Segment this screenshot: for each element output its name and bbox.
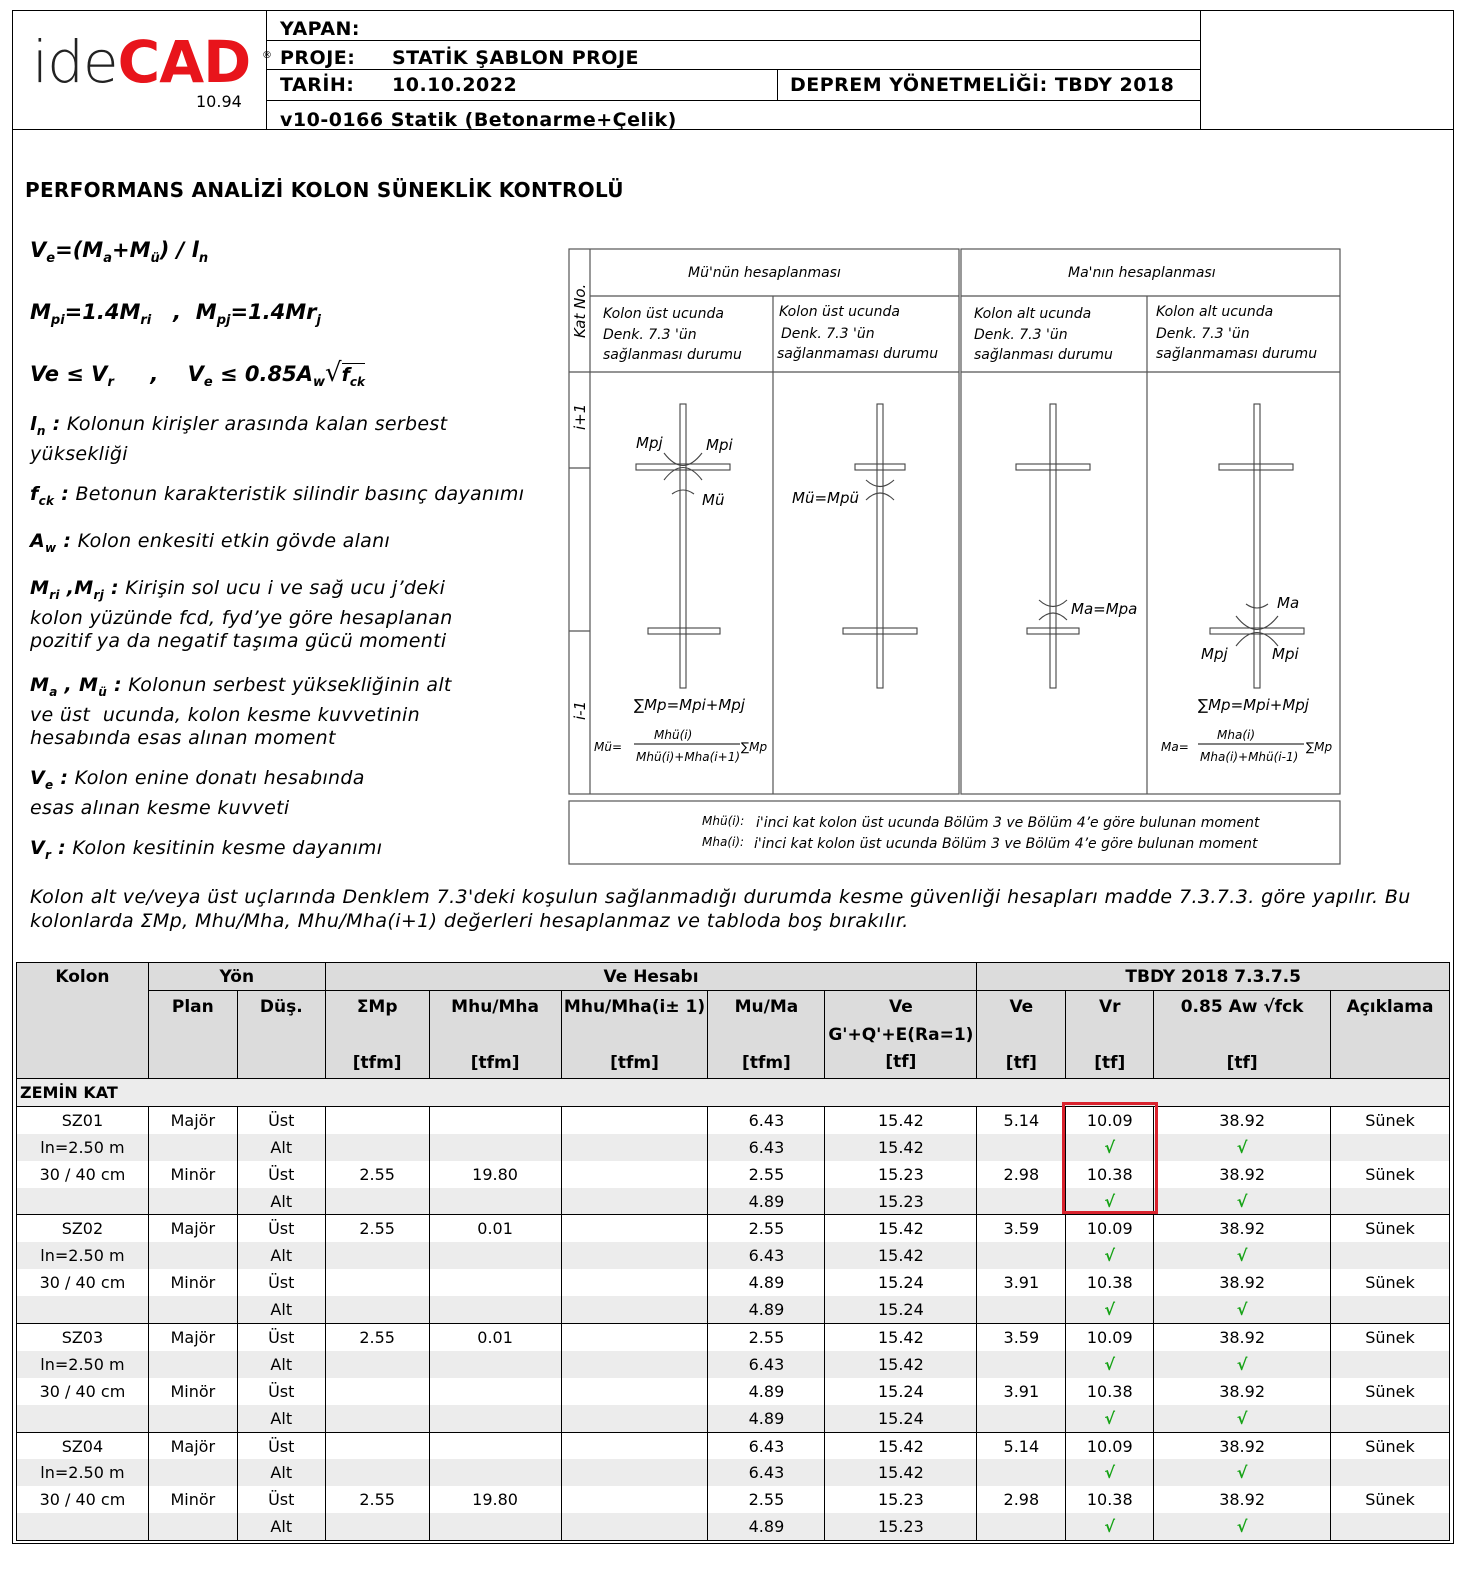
- cell-vr: √: [1066, 1188, 1154, 1215]
- cell-vet: [977, 1134, 1066, 1161]
- cell-mhu: 0.01: [429, 1215, 561, 1242]
- cell-vet: 2.98: [977, 1161, 1066, 1188]
- cell-vr: 10.09: [1066, 1432, 1154, 1459]
- col-smp: ΣMp [tfm]: [325, 991, 429, 1079]
- svg-text:i'inci kat kolon üst ucunda Bö: i'inci kat kolon üst ucunda Bölüm 3 ve Bölüm 4’e göre bulunan moment: [754, 836, 1258, 852]
- kolon-cell: SZ01: [17, 1106, 149, 1133]
- cell-aw: 38.92: [1154, 1269, 1331, 1296]
- logo-box: [12, 10, 271, 130]
- report-header: [12, 10, 1454, 130]
- cell-vr: 10.38: [1066, 1269, 1154, 1296]
- software-row: v10-0166 Statik (Betonarme+Çelik): [280, 109, 677, 131]
- cell-ve: 15.23: [825, 1188, 977, 1215]
- cell-smp: [325, 1378, 429, 1405]
- svg-text:sağlanması durumu: sağlanması durumu: [603, 347, 742, 363]
- table-row: [17, 1296, 1450, 1323]
- cell-dus: Alt: [237, 1513, 325, 1540]
- cell-aw: √: [1154, 1296, 1331, 1323]
- yapan-row: YAPAN:: [267, 10, 1200, 41]
- cell-ve: 15.23: [825, 1486, 977, 1513]
- ma-title: Ma'nın hesaplanması: [1068, 265, 1216, 281]
- cell-smp: [325, 1296, 429, 1323]
- cell-ve: 15.42: [825, 1432, 977, 1459]
- cell-smp: [325, 1134, 429, 1161]
- svg-text:Denk. 7.3 'ün: Denk. 7.3 'ün: [974, 327, 1068, 343]
- cell-mhu: [429, 1296, 561, 1323]
- cell-mhu1: [561, 1161, 708, 1188]
- col-aciklama: Açıklama: [1330, 991, 1449, 1079]
- table-row: [17, 1106, 1450, 1133]
- cell-aw: √: [1154, 1188, 1331, 1215]
- col-ve-hesabi: Ve Hesabı: [325, 963, 977, 991]
- svg-text:Kolon üst ucunda: Kolon üst ucunda: [603, 306, 724, 322]
- formula-ve: $V_e=(M_a+M_ü) / l_n$: [30, 238, 209, 267]
- cell-mhu: [429, 1134, 561, 1161]
- cell-aw: 38.92: [1154, 1106, 1331, 1133]
- deprem-yonetmeligi: DEPREM YÖNETMELİĞİ: TBDY 2018: [777, 70, 1200, 101]
- cell-aw: √: [1154, 1513, 1331, 1540]
- cell-smp: [325, 1188, 429, 1215]
- svg-text:Ma=Mpa: Ma=Mpa: [1071, 600, 1138, 618]
- table-row: [17, 1242, 1450, 1269]
- cell-vr: √: [1066, 1242, 1154, 1269]
- svg-text:Denk. 7.3 'ün: Denk. 7.3 'ün: [1156, 326, 1250, 342]
- svg-text:Mpj: Mpj: [1201, 645, 1228, 663]
- cell-aw: √: [1154, 1405, 1331, 1432]
- svg-text:Mha(i):: Mha(i):: [702, 835, 745, 849]
- group-zemin-kat: ZEMİN KAT: [17, 1079, 1450, 1107]
- col-ve: Ve [tf]: [977, 991, 1066, 1079]
- col-mhu1: Mhu/Mha(i± 1) [tfm]: [561, 991, 708, 1079]
- col-dus: Düş.: [237, 991, 325, 1079]
- kolon-cell: SZ04: [17, 1432, 149, 1459]
- col-muma: Mu/Ma [tfm]: [708, 991, 825, 1079]
- cell-mhu: [429, 1351, 561, 1378]
- cell-vr: √: [1066, 1134, 1154, 1161]
- cell-plan: Minör: [148, 1269, 237, 1296]
- col-ve-load: Ve G'+Q'+E(Ra=1) [tf]: [825, 991, 977, 1079]
- cell-aw: 38.92: [1154, 1378, 1331, 1405]
- table-row: [17, 1269, 1450, 1296]
- cell-smp: [325, 1513, 429, 1540]
- idecad-logo: ideCAD ®: [32, 28, 271, 96]
- cell-plan: [148, 1188, 237, 1215]
- cell-dus: Alt: [237, 1351, 325, 1378]
- cell-vet: [977, 1513, 1066, 1540]
- kolon-cell: [17, 1188, 149, 1215]
- cell-plan: [148, 1513, 237, 1540]
- cell-mhu1: [561, 1188, 708, 1215]
- table-row: [17, 1134, 1450, 1161]
- cell-plan: [148, 1296, 237, 1323]
- cell-mhu: [429, 1242, 561, 1269]
- kolon-cell: ln=2.50 m: [17, 1134, 149, 1161]
- cell-mhu: [429, 1405, 561, 1432]
- cell-mhu1: [561, 1269, 708, 1296]
- svg-text:Denk. 7.3 'ün: Denk. 7.3 'ün: [603, 327, 697, 343]
- cell-dus: Üst: [237, 1215, 325, 1242]
- cell-vr: 10.09: [1066, 1215, 1154, 1242]
- cell-vr: 10.38: [1066, 1378, 1154, 1405]
- highlight-box: [1062, 1102, 1158, 1214]
- table-row: [17, 1188, 1450, 1215]
- kolon-cell: 30 / 40 cm: [17, 1378, 149, 1405]
- cell-mhu1: [561, 1513, 708, 1540]
- cell-vr: √: [1066, 1405, 1154, 1432]
- cell-ac: [1330, 1134, 1449, 1161]
- cell-muma: 4.89: [708, 1513, 825, 1540]
- cell-ac: [1330, 1351, 1449, 1378]
- svg-text:Mhü(i): Mhü(i): [654, 728, 693, 742]
- cell-mhu1: [561, 1242, 708, 1269]
- cell-vr: √: [1066, 1459, 1154, 1486]
- cell-vet: [977, 1242, 1066, 1269]
- table-row: [17, 1459, 1450, 1486]
- cell-plan: Majör: [148, 1106, 237, 1133]
- kolon-cell: ln=2.50 m: [17, 1351, 149, 1378]
- svg-text:Mhü(i):: Mhü(i):: [702, 814, 745, 828]
- cell-ve: 15.42: [825, 1134, 977, 1161]
- cell-muma: 2.55: [708, 1324, 825, 1351]
- cell-mhu: [429, 1106, 561, 1133]
- cell-plan: [148, 1459, 237, 1486]
- cell-plan: Minör: [148, 1486, 237, 1513]
- cell-aw: 38.92: [1154, 1215, 1331, 1242]
- cell-dus: Üst: [237, 1378, 325, 1405]
- cell-muma: 4.89: [708, 1405, 825, 1432]
- cell-aw: 38.92: [1154, 1432, 1331, 1459]
- cell-mhu1: [561, 1134, 708, 1161]
- svg-text:∑Mp=Mpi+Mpj: ∑Mp=Mpi+Mpj: [634, 696, 745, 714]
- svg-text:Kolon alt ucunda: Kolon alt ucunda: [974, 306, 1092, 322]
- cell-mhu1: [561, 1486, 708, 1513]
- table-row: [17, 1432, 1450, 1459]
- cell-smp: 2.55: [325, 1324, 429, 1351]
- definition-ln: $l_n$ : Kolonun kirişler arasında kalan serbest yüksekliği: [30, 413, 448, 465]
- col-vr: Vr [tf]: [1066, 991, 1154, 1079]
- cell-vr: 10.09: [1066, 1324, 1154, 1351]
- mu-title: Mü'nün hesaplanması: [688, 265, 841, 281]
- kat-no-label: Kat No.: [571, 283, 589, 338]
- svg-text:Mü=: Mü=: [594, 740, 623, 754]
- cell-ac: [1330, 1242, 1449, 1269]
- cell-muma: 6.43: [708, 1134, 825, 1161]
- cell-dus: Alt: [237, 1134, 325, 1161]
- svg-text:i'inci kat kolon üst ucunda Bö: i'inci kat kolon üst ucunda Bölüm 3 ve Bölüm 4’e göre bulunan moment: [756, 815, 1260, 831]
- cell-ve: 15.23: [825, 1161, 977, 1188]
- cell-smp: [325, 1351, 429, 1378]
- cell-aw: 38.92: [1154, 1161, 1331, 1188]
- cell-aw: √: [1154, 1459, 1331, 1486]
- cell-vr: √: [1066, 1351, 1154, 1378]
- cell-vr: 10.38: [1066, 1486, 1154, 1513]
- cell-mhu: 19.80: [429, 1486, 561, 1513]
- cell-dus: Üst: [237, 1269, 325, 1296]
- svg-text:Denk. 7.3 'ün: Denk. 7.3 'ün: [781, 326, 875, 342]
- cell-muma: 4.89: [708, 1188, 825, 1215]
- cell-muma: 6.43: [708, 1459, 825, 1486]
- page-title: PERFORMANS ANALİZİ KOLON SÜNEKLİK KONTROLÜ: [25, 178, 624, 202]
- table-row: [17, 1513, 1450, 1540]
- cell-mhu: [429, 1188, 561, 1215]
- cell-dus: Üst: [237, 1161, 325, 1188]
- kolon-cell: 30 / 40 cm: [17, 1269, 149, 1296]
- cell-dus: Alt: [237, 1188, 325, 1215]
- table-row: [17, 1405, 1450, 1432]
- cell-mhu: 19.80: [429, 1161, 561, 1188]
- cell-mhu: [429, 1459, 561, 1486]
- cell-dus: Üst: [237, 1106, 325, 1133]
- col-aw: 0.85 Aw √fck [tf]: [1154, 991, 1331, 1079]
- kolon-cell: ln=2.50 m: [17, 1459, 149, 1486]
- cell-dus: Üst: [237, 1486, 325, 1513]
- cell-plan: [148, 1242, 237, 1269]
- cell-vet: 3.91: [977, 1378, 1066, 1405]
- cell-ve: 15.42: [825, 1324, 977, 1351]
- cell-mhu: [429, 1513, 561, 1540]
- kolon-cell: [17, 1296, 149, 1323]
- cell-vet: [977, 1405, 1066, 1432]
- col-plan: Plan: [148, 991, 237, 1079]
- cell-vet: [977, 1188, 1066, 1215]
- cell-mhu1: [561, 1106, 708, 1133]
- svg-text:∑Mp=Mpi+Mpj: ∑Mp=Mpi+Mpj: [1198, 696, 1309, 714]
- cell-ac: Sünek: [1330, 1161, 1449, 1188]
- cell-smp: [325, 1459, 429, 1486]
- svg-text:Mpi: Mpi: [1272, 645, 1299, 663]
- cell-vet: 3.91: [977, 1269, 1066, 1296]
- cell-vet: 3.59: [977, 1324, 1066, 1351]
- formula-mp: $M_{pi}=1.4M_{ri}$ , $M_{pj}=1.4Mr_j$: [30, 300, 321, 329]
- cell-mhu1: [561, 1378, 708, 1405]
- col-kolon: Kolon: [17, 963, 149, 1079]
- kolon-cell: SZ03: [17, 1324, 149, 1351]
- cell-plan: Majör: [148, 1215, 237, 1242]
- svg-text:Mü=Mpü: Mü=Mpü: [792, 489, 859, 507]
- table-row: [17, 1215, 1450, 1242]
- cell-ac: Sünek: [1330, 1324, 1449, 1351]
- svg-text:Mhü(i)+Mha(i+1): Mhü(i)+Mha(i+1): [636, 750, 741, 764]
- svg-text:sağlanmaması durumu: sağlanmaması durumu: [1156, 346, 1318, 362]
- cell-plan: Majör: [148, 1432, 237, 1459]
- cell-smp: [325, 1106, 429, 1133]
- cell-muma: 2.55: [708, 1161, 825, 1188]
- cell-mhu: [429, 1432, 561, 1459]
- kolon-cell: 30 / 40 cm: [17, 1486, 149, 1513]
- cell-plan: Majör: [148, 1324, 237, 1351]
- tarih-row: TARİH: 10.10.2022: [267, 70, 1200, 101]
- col-tbdy: TBDY 2018 7.3.7.5: [977, 963, 1450, 991]
- kolon-cell: [17, 1513, 149, 1540]
- definition-ma-mu: $M_a$ , $M_ü$ : Kolonun serbest yüksekliğinin alt ve üst ucunda, kolon kesme kuvvetinin hesabında esas alınan moment: [30, 674, 452, 749]
- cell-muma: 4.89: [708, 1378, 825, 1405]
- cell-dus: Alt: [237, 1296, 325, 1323]
- cell-smp: 2.55: [325, 1161, 429, 1188]
- cell-muma: 6.43: [708, 1242, 825, 1269]
- cell-vet: 3.59: [977, 1215, 1066, 1242]
- cell-vr: √: [1066, 1296, 1154, 1323]
- cell-mhu: [429, 1269, 561, 1296]
- svg-text:Mpi: Mpi: [706, 436, 733, 454]
- col-mhu: Mhu/Mha [tfm]: [429, 991, 561, 1079]
- cell-mhu: 0.01: [429, 1324, 561, 1351]
- cell-smp: 2.55: [325, 1215, 429, 1242]
- cell-mhu1: [561, 1351, 708, 1378]
- kolon-cell: ln=2.50 m: [17, 1242, 149, 1269]
- cell-aw: √: [1154, 1242, 1331, 1269]
- cell-smp: [325, 1405, 429, 1432]
- cell-vr: √: [1066, 1513, 1154, 1540]
- row-i-plus-1: i+1: [571, 403, 589, 430]
- cell-plan: Minör: [148, 1378, 237, 1405]
- cell-vr: 10.09: [1066, 1106, 1154, 1133]
- cell-ve: 15.23: [825, 1513, 977, 1540]
- svg-text:∑Mp: ∑Mp: [1306, 740, 1333, 754]
- cell-ac: Sünek: [1330, 1486, 1449, 1513]
- svg-text:∑Mp: ∑Mp: [741, 740, 768, 754]
- cell-dus: Üst: [237, 1324, 325, 1351]
- cell-ve: 15.42: [825, 1351, 977, 1378]
- table-row: [17, 1351, 1450, 1378]
- version-label: 10.94: [196, 92, 242, 111]
- cell-mhu1: [561, 1405, 708, 1432]
- svg-text:Mha(i): Mha(i): [1217, 728, 1256, 742]
- kolon-cell: 30 / 40 cm: [17, 1161, 149, 1188]
- cell-plan: [148, 1134, 237, 1161]
- cell-smp: [325, 1432, 429, 1459]
- cell-muma: 6.43: [708, 1432, 825, 1459]
- cell-ac: [1330, 1513, 1449, 1540]
- svg-text:Mha(i)+Mhü(i-1): Mha(i)+Mhü(i-1): [1200, 750, 1299, 764]
- shear-diagram: [568, 248, 1343, 866]
- cell-ac: [1330, 1296, 1449, 1323]
- row-i-minus-1: i-1: [571, 700, 589, 720]
- cell-muma: 4.89: [708, 1269, 825, 1296]
- svg-text:Kolon üst ucunda: Kolon üst ucunda: [779, 304, 900, 320]
- svg-text:sağlanmaması durumu: sağlanmaması durumu: [777, 346, 939, 362]
- cell-dus: Alt: [237, 1405, 325, 1432]
- table-row: [17, 1486, 1450, 1513]
- cell-ac: Sünek: [1330, 1269, 1449, 1296]
- cell-aw: 38.92: [1154, 1486, 1331, 1513]
- definition-vr: $V_r$ : Kolon kesitinin kesme dayanımı: [30, 837, 383, 862]
- kolon-cell: [17, 1405, 149, 1432]
- cell-ve: 15.42: [825, 1106, 977, 1133]
- cell-aw: √: [1154, 1351, 1331, 1378]
- cell-vet: [977, 1351, 1066, 1378]
- cell-ac: Sünek: [1330, 1432, 1449, 1459]
- cell-vet: 2.98: [977, 1486, 1066, 1513]
- definition-ve: $V_e$ : Kolon enine donatı hesabında esas alınan kesme kuvveti: [30, 767, 365, 819]
- cell-ac: [1330, 1188, 1449, 1215]
- svg-text:Kolon alt ucunda: Kolon alt ucunda: [1156, 304, 1274, 320]
- cell-muma: 6.43: [708, 1351, 825, 1378]
- cell-ve: 15.42: [825, 1459, 977, 1486]
- cell-ac: Sünek: [1330, 1378, 1449, 1405]
- cell-ve: 15.24: [825, 1269, 977, 1296]
- cell-muma: 2.55: [708, 1215, 825, 1242]
- cell-aw: 38.92: [1154, 1324, 1331, 1351]
- table-row: [17, 1324, 1450, 1351]
- cell-mhu1: [561, 1296, 708, 1323]
- formula-check: $Ve \le V_r$ , $V_e \le 0.85A_w√f_{ck}$: [30, 358, 365, 391]
- cell-dus: Alt: [237, 1242, 325, 1269]
- kolon-cell: SZ02: [17, 1215, 149, 1242]
- cell-ve: 15.24: [825, 1296, 977, 1323]
- cell-muma: 4.89: [708, 1296, 825, 1323]
- cell-mhu1: [561, 1432, 708, 1459]
- svg-text:Ma: Ma: [1277, 594, 1300, 612]
- cell-muma: 6.43: [708, 1106, 825, 1133]
- svg-text:sağlanması durumu: sağlanması durumu: [974, 347, 1113, 363]
- definition-aw: $A_w$ : Kolon enkesiti etkin gövde alanı: [30, 530, 391, 555]
- cell-mhu1: [561, 1215, 708, 1242]
- cell-mhu1: [561, 1324, 708, 1351]
- table-row: [17, 1161, 1450, 1188]
- cell-ve: 15.42: [825, 1242, 977, 1269]
- cell-vr: 10.38: [1066, 1161, 1154, 1188]
- cell-ac: Sünek: [1330, 1106, 1449, 1133]
- svg-text:Mü: Mü: [702, 491, 725, 509]
- cell-muma: 2.55: [708, 1486, 825, 1513]
- cell-mhu: [429, 1378, 561, 1405]
- table-row: [17, 1378, 1450, 1405]
- cell-vet: 5.14: [977, 1432, 1066, 1459]
- cell-aw: √: [1154, 1134, 1331, 1161]
- cell-ve: 15.24: [825, 1378, 977, 1405]
- svg-text:Mpj: Mpj: [636, 434, 663, 452]
- cell-ac: Sünek: [1330, 1215, 1449, 1242]
- proje-row: PROJE: STATİK ŞABLON PROJE: [267, 41, 1200, 70]
- ductility-table: [16, 962, 1450, 1541]
- definition-fck: $f_{ck}$ : Betonun karakteristik silindir basınç dayanımı: [30, 483, 525, 508]
- cell-mhu1: [561, 1459, 708, 1486]
- cell-dus: Alt: [237, 1459, 325, 1486]
- cell-plan: Minör: [148, 1161, 237, 1188]
- note-text: Kolon alt ve/veya üst uçlarında Denklem 7.3'deki koşulun sağlanmadığı durumda kesme güvenliği hesapları madde 7.3.7.3. göre yapılır. Bu kolonlarda ΣMp, Mhu/Mha, Mhu/Mha(i+1) değerleri hesaplanmaz ve tabloda boş bırakılır.: [30, 886, 1411, 932]
- cell-plan: [148, 1351, 237, 1378]
- cell-vet: [977, 1459, 1066, 1486]
- cell-vet: [977, 1296, 1066, 1323]
- cell-smp: 2.55: [325, 1486, 429, 1513]
- cell-ac: [1330, 1459, 1449, 1486]
- col-yon: Yön: [148, 963, 325, 991]
- svg-text:Ma=: Ma=: [1161, 740, 1189, 754]
- definition-mr: $M_{ri}$ $,M_{rj}$ : Kirişin sol ucu i ve sağ ucu j’deki kolon yüzünde fcd, fyd’ye göre hesaplanan pozitif ya da negatif taşıma gücü momenti: [30, 577, 453, 652]
- cell-vet: 5.14: [977, 1106, 1066, 1133]
- cell-ve: 15.42: [825, 1215, 977, 1242]
- cell-ac: [1330, 1405, 1449, 1432]
- cell-smp: [325, 1242, 429, 1269]
- cell-dus: Üst: [237, 1432, 325, 1459]
- cell-smp: [325, 1269, 429, 1296]
- cell-plan: [148, 1405, 237, 1432]
- cell-ve: 15.24: [825, 1405, 977, 1432]
